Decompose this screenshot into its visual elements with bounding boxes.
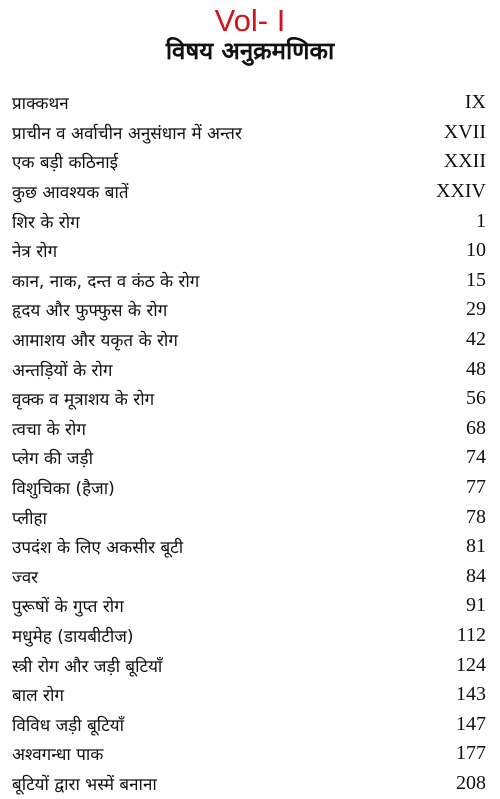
- toc-entry-title: एक बड़ी कठिनाई: [12, 153, 118, 174]
- toc-entry: [12, 562, 488, 592]
- toc-entry-page: IX: [464, 91, 486, 114]
- toc-entry-page: 208: [456, 771, 486, 794]
- toc-entry: [12, 266, 488, 296]
- toc-entry: [12, 354, 488, 384]
- toc-entry-title: प्राचीन व अर्वाचीन अनुसंधान में अन्तर: [12, 123, 242, 144]
- toc-entry: [12, 769, 488, 799]
- toc-entry-page: 81: [466, 535, 486, 558]
- toc-entry: [12, 739, 488, 769]
- toc-entry: [12, 473, 488, 503]
- toc-entry-page: 91: [466, 594, 486, 617]
- toc-entry-title: वृक्क व मूत्राशय के रोग: [12, 390, 155, 411]
- toc-entry-title: पुरूषों के गुप्त रोग: [12, 597, 124, 618]
- toc-entry-title: कान, नाक, दन्त व कंठ के रोग: [12, 271, 200, 292]
- toc-entry-page: 77: [466, 476, 486, 499]
- toc-entry-title: ज्वर: [12, 567, 39, 588]
- toc-entry-title: विशुचिका (हैजा): [12, 479, 115, 500]
- toc-entry-title: बूटियों द्वारा भस्में बनाना: [12, 774, 157, 795]
- toc-entry-page: 124: [456, 653, 486, 676]
- toc-entry: [12, 680, 488, 710]
- toc-entry-page: 68: [466, 416, 486, 439]
- toc-entry-page: 84: [466, 564, 486, 587]
- toc-entry-title: उपदंश के लिए अकसीर बूटी: [12, 538, 184, 559]
- toc-entry-page: 48: [466, 357, 486, 380]
- toc-entry-page: XVII: [443, 120, 486, 143]
- toc-entry: [12, 443, 488, 473]
- toc-entry: [12, 118, 488, 148]
- table-of-contents: [12, 88, 488, 798]
- toc-entry-title: कुछ आवश्यक बातें: [12, 183, 129, 204]
- toc-entry-page: 1: [476, 209, 486, 232]
- toc-entry-page: 78: [466, 505, 486, 528]
- toc-entry-title: अन्तड़ियों के रोग: [12, 360, 113, 381]
- toc-entry: [12, 650, 488, 680]
- toc-entry-title: प्राक्कथन: [12, 94, 69, 115]
- toc-entry-page: 177: [456, 742, 486, 765]
- toc-entry-page: 15: [466, 268, 486, 291]
- toc-entry: [12, 295, 488, 325]
- toc-entry: [12, 236, 488, 266]
- toc-entry-page: XXII: [443, 150, 486, 173]
- toc-entry: [12, 621, 488, 651]
- toc-entry-page: 10: [466, 239, 486, 262]
- toc-entry: [12, 532, 488, 562]
- toc-entry: [12, 206, 488, 236]
- toc-entry-title: प्लीहा: [12, 508, 47, 529]
- toc-entry-page: 147: [456, 712, 486, 735]
- toc-entry-page: 56: [466, 387, 486, 410]
- toc-entry-title: स्त्री रोग और जड़ी बूटियाँ: [12, 656, 163, 677]
- toc-entry-title: शिर के रोग: [12, 212, 80, 233]
- toc-entry-title: हृदय और फुफ्फुस के रोग: [12, 301, 168, 322]
- toc-entry: [12, 325, 488, 355]
- page-title: विषय अनुक्रमणिका: [165, 37, 335, 65]
- toc-entry-page: XXIV: [436, 180, 486, 203]
- toc-entry-title: त्वचा के रोग: [12, 419, 86, 440]
- toc-entry-title: विविध जड़ी बूटियाँ: [12, 715, 125, 736]
- toc-entry: [12, 177, 488, 207]
- toc-entry: [12, 147, 488, 177]
- toc-entry-page: 42: [466, 328, 486, 351]
- toc-entry: [12, 709, 488, 739]
- toc-entry: [12, 384, 488, 414]
- toc-entry-page: 112: [456, 623, 486, 646]
- toc-entry-page: 29: [466, 298, 486, 321]
- toc-entry-title: बाल रोग: [12, 686, 64, 707]
- toc-entry-title: मधुमेह (डायबीटीज): [12, 626, 134, 647]
- toc-entry-title: अश्वगन्धा पाक: [12, 745, 104, 766]
- toc-entry-title: प्लेग की जड़ी: [12, 449, 94, 470]
- toc-entry: [12, 414, 488, 444]
- toc-entry-title: आमाशय और यकृत के रोग: [12, 331, 178, 352]
- toc-entry: [12, 591, 488, 621]
- toc-entry-page: 143: [456, 683, 486, 706]
- toc-entry-page: 74: [466, 446, 486, 469]
- toc-entry: [12, 502, 488, 532]
- volume-label: Vol- I: [214, 3, 286, 38]
- toc-entry-title: नेत्र रोग: [12, 242, 58, 263]
- toc-entry: [12, 88, 488, 118]
